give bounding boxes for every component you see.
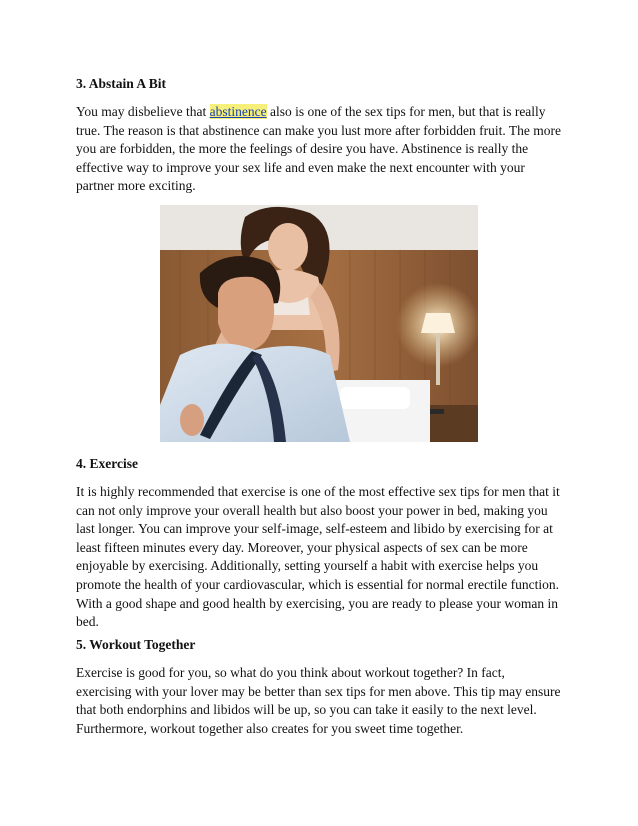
paragraph-line: With a good shape and good health by exercising, you are ready to please your woman in bbox=[76, 595, 558, 611]
line-text: also is one of the sex tips for men, but that is really bbox=[266, 104, 546, 119]
paragraph-line: Furthermore, workout together also creates for you sweet time together. bbox=[76, 720, 464, 736]
paragraph-line: you are forbidden, the more the feelings of desire you have. Abstinence is really the bbox=[76, 141, 529, 157]
abstinence-link[interactable]: abstinence bbox=[209, 104, 267, 119]
paragraph-line: enjoyable by exercising. Additionally, setting yourself a habit with exercise helps you bbox=[76, 558, 539, 574]
paragraph-line bbox=[76, 103, 568, 122]
paragraph-line: promote the health of your cardiovascular, which is essential for normal erectile function. bbox=[76, 576, 560, 592]
paragraph-line: can not only improve your overall health but also boost your power in bed, making you bbox=[76, 502, 548, 518]
paragraph-line: It is highly recommended that exercise is one of the most effective sex tips for men that it bbox=[76, 484, 560, 499]
paragraph-line: true. The reason is that abstinence can make you lust more after forbidden fruit. The more bbox=[76, 122, 561, 138]
paragraph-line: exercising with your lover may be better than sex tips for men above. This tip may ensure bbox=[76, 683, 561, 699]
section-paragraph-workout-together bbox=[76, 664, 568, 738]
paragraph-line: last longer. You can improve your self-image, self-esteem and libido by exercising for at bbox=[76, 521, 553, 537]
paragraph-line: partner more exciting. bbox=[76, 178, 196, 194]
section-heading-abstain: 3. Abstain A Bit bbox=[76, 76, 167, 91]
paragraph-line: least fifteen minutes every day. Moreover, your physical aspects of sex can be more bbox=[76, 539, 528, 555]
section-heading-workout-together: 5. Workout Together bbox=[76, 637, 196, 652]
paragraph-line: effective way to improve your sex life and even make the next encounter with your bbox=[76, 159, 525, 175]
couple-photo bbox=[160, 205, 478, 442]
couple-photo-illustration bbox=[160, 205, 478, 442]
section-paragraph-abstain bbox=[76, 103, 568, 196]
section-heading-exercise: 4. Exercise bbox=[76, 456, 138, 471]
paragraph-line: bed. bbox=[76, 614, 99, 630]
paragraph-line: that both endorphins and libidos will be up, so you can take it easily to the next level. bbox=[76, 702, 537, 718]
section-paragraph-exercise bbox=[76, 483, 568, 632]
line-text: You may disbelieve that bbox=[76, 104, 210, 119]
paragraph-line: Exercise is good for you, so what do you think about workout together? In fact, bbox=[76, 665, 505, 680]
